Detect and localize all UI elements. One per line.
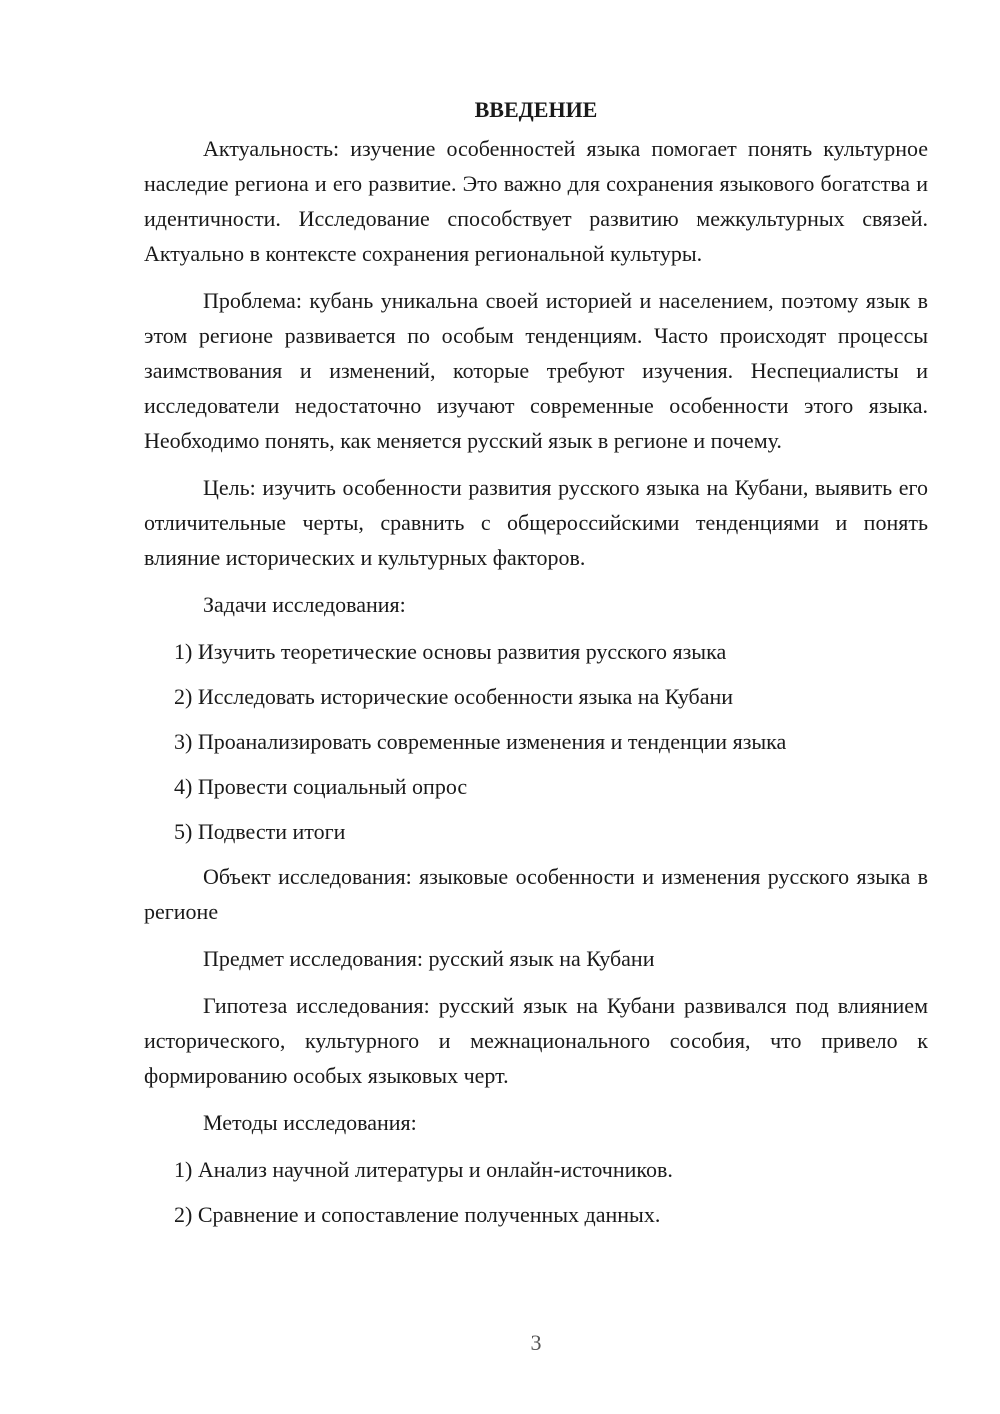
page-title: ВВЕДЕНИЕ [474,97,598,122]
page-number: 3 [530,1330,542,1355]
paragraph-object: Объект исследования: языковые особенности и изменения русского языка в регионе [144,864,928,924]
list-item: 1) Анализ научной литературы и онлайн-источников. [174,1157,673,1182]
tasks-list [144,634,928,849]
paragraph-relevance: Актуальность: изучение особенностей языка помогает понять культурное наследие региона и его развитие. Это важно для сохранения языкового богатства и идентичности. Исследование способствует развитию межкультурных связей. Актуально в контексте сохранения региональной культуры. [144,136,928,266]
list-item: 1) Изучить теоретические основы развития русского языка [174,639,727,664]
document-page [144,92,928,1242]
paragraph-goal: Цель: изучить особенности развития русского языка на Кубани, выявить его отличительные черты, сравнить с общероссийскими тенденциями и понять влияние исторических и культурных факторов. [144,475,928,570]
list-item: 2) Сравнение и сопоставление полученных данных. [174,1202,661,1227]
paragraph-subject: Предмет исследования: русский язык на Кубани [203,946,655,971]
methods-heading: Методы исследования: [203,1110,417,1135]
list-item: 2) Исследовать исторические особенности языка на Кубани [174,684,734,709]
paragraph-problem: Проблема: кубань уникальна своей историей и населением, поэтому язык в этом регионе развивается по особым тенденциям. Часто происходят процессы заимствования и изменений, которые требуют изучения. Неспециалисты и исследователи недостаточно изучают современные особенности этого языка. Необходимо понять, как меняется русский язык в регионе и почему. [144,288,928,453]
list-item: 3) Проанализировать современные изменения и тенденции языка [174,729,787,754]
tasks-heading: Задачи исследования: [203,592,406,617]
methods-list [144,1152,928,1232]
list-item: 5) Подвести итоги [174,819,346,844]
list-item: 4) Провести социальный опрос [174,774,468,799]
paragraph-hypothesis: Гипотеза исследования: русский язык на Кубани развивался под влиянием исторического, культурного и межнационального сособия, что привело к формированию особых языковых черт. [144,993,928,1088]
